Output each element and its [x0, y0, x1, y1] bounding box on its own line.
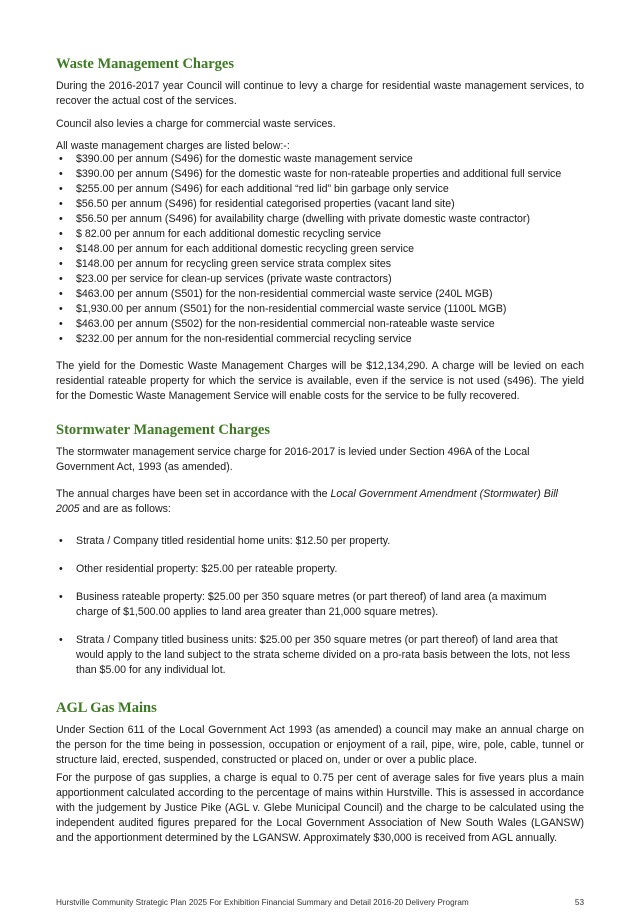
- waste-item: • $1,930.00 per annum (S501) for the non-residential commercial waste service (1100L MGB): [56, 302, 584, 317]
- waste-item: • $148.00 per annum for recycling green service strata complex sites: [56, 257, 584, 272]
- waste-yield: The yield for the Domestic Waste Management Charges will be $12,134,290. A charge will be levied on each residential rateable property for which the service is available, even if the service is not used (s496). The yield for the Domestic Waste Management Service will enable costs for the service to be fully recovered.: [56, 360, 584, 402]
- waste-item: • $255.00 per annum (S496) for each additional “red lid” bin garbage only service: [56, 182, 584, 197]
- waste-item: • $232.00 per annum for the non-residential commercial recycling service: [56, 332, 584, 347]
- waste-item: • $463.00 per annum (S502) for the non-residential commercial non-rateable waste service: [56, 317, 584, 332]
- stormwater-heading: Stormwater Management Charges: [56, 422, 270, 438]
- agl-para-1: Under Section 611 of the Local Government Act 1993 (as amended) a council may make an annual charge on the person for the time being in possession, occupation or enjoyment of a rail, pipe, wire, pole, cable, tunnel or structure laid, erected, suspended, constructed or placed on, under or over a public place.: [56, 724, 584, 766]
- stormwater-charges-text: [56, 487, 566, 517]
- footer-text: Hurstville Community Strategic Plan 2025 For Exhibition Financial Summary and Detail 2016-20 Delivery Program: [56, 898, 469, 907]
- waste-charges-list: [56, 152, 584, 347]
- waste-item: • $56.50 per annum (S496) for residential categorised properties (vacant land site): [56, 197, 584, 212]
- stormwater-item: • Business rateable property: $25.00 per 350 square metres (or part thereof) of land area (a maximum charge of $1,500.00 applies to land area greater than 21,000 square metres).: [56, 590, 572, 620]
- page-footer: [56, 897, 584, 909]
- charges-bill: Local Government Amendment (Stormwater) Bill 2005: [56, 488, 558, 515]
- agl-para-2: For the purpose of gas supplies, a charge is equal to 0.75 per cent of average sales for five years plus a main apportionment calculated according to the percentage of mains within Hurstville. This is assessed in accordance with the judgement by Justice Pike (AGL v. Glebe Municipal Council) and the charge to be calculated using the independent audited figures prepared for the Local Government Association of New South Wales (LGANSW) and the apportionment determined by the LGANSW. Approximately $30,000 is received from AGL annually.: [56, 772, 584, 844]
- waste-heading: Waste Management Charges: [56, 56, 235, 72]
- stormwater-item: • Other residential property: $25.00 per rateable property.: [56, 562, 572, 577]
- waste-commercial: Council also levies a charge for commercial waste services.: [56, 118, 336, 130]
- waste-item: • $463.00 per annum (S501) for the non-residential commercial waste service (240L MGB): [56, 287, 584, 302]
- waste-item: • $23.00 per service for clean-up services (private waste contractors): [56, 272, 584, 287]
- page-number: 53: [574, 898, 584, 907]
- waste-item: • $56.50 per annum (S496) for availability charge (dwelling with private domestic waste contractor): [56, 212, 584, 227]
- charges-post: and are as follows:: [79, 503, 171, 515]
- stormwater-item: • Strata / Company titled business units: $25.00 per 350 square metres (or part thereof) of land area that would apply to the land subject to the strata scheme divided on a pro-rata basis between the lots, not less than $5.00 for any individual lot.: [56, 633, 572, 678]
- stormwater-charges-list: [56, 534, 572, 691]
- stormwater-intro: The stormwater management service charge for 2016-2017 is levied under Section 496A of the Local Government Act, 1993 (as amended).: [56, 446, 530, 473]
- waste-list-intro: All waste management charges are listed below:-:: [56, 140, 290, 152]
- charges-pre: The annual charges have been set in accordance with the: [56, 488, 331, 500]
- waste-intro: During the 2016-2017 year Council will continue to levy a charge for residential waste management services, to recover the actual cost of the services.: [56, 80, 584, 107]
- waste-item: • $390.00 per annum (S496) for the domestic waste for non-rateable properties and additional full service: [56, 167, 584, 182]
- stormwater-item: • Strata / Company titled residential home units: $12.50 per property.: [56, 534, 572, 549]
- agl-heading: AGL Gas Mains: [56, 700, 157, 716]
- waste-item: • $148.00 per annum for each additional domestic recycling green service: [56, 242, 584, 257]
- waste-item: • $390.00 per annum (S496) for the domestic waste management service: [56, 152, 584, 167]
- waste-item: • $ 82.00 per annum for each additional domestic recycling service: [56, 227, 584, 242]
